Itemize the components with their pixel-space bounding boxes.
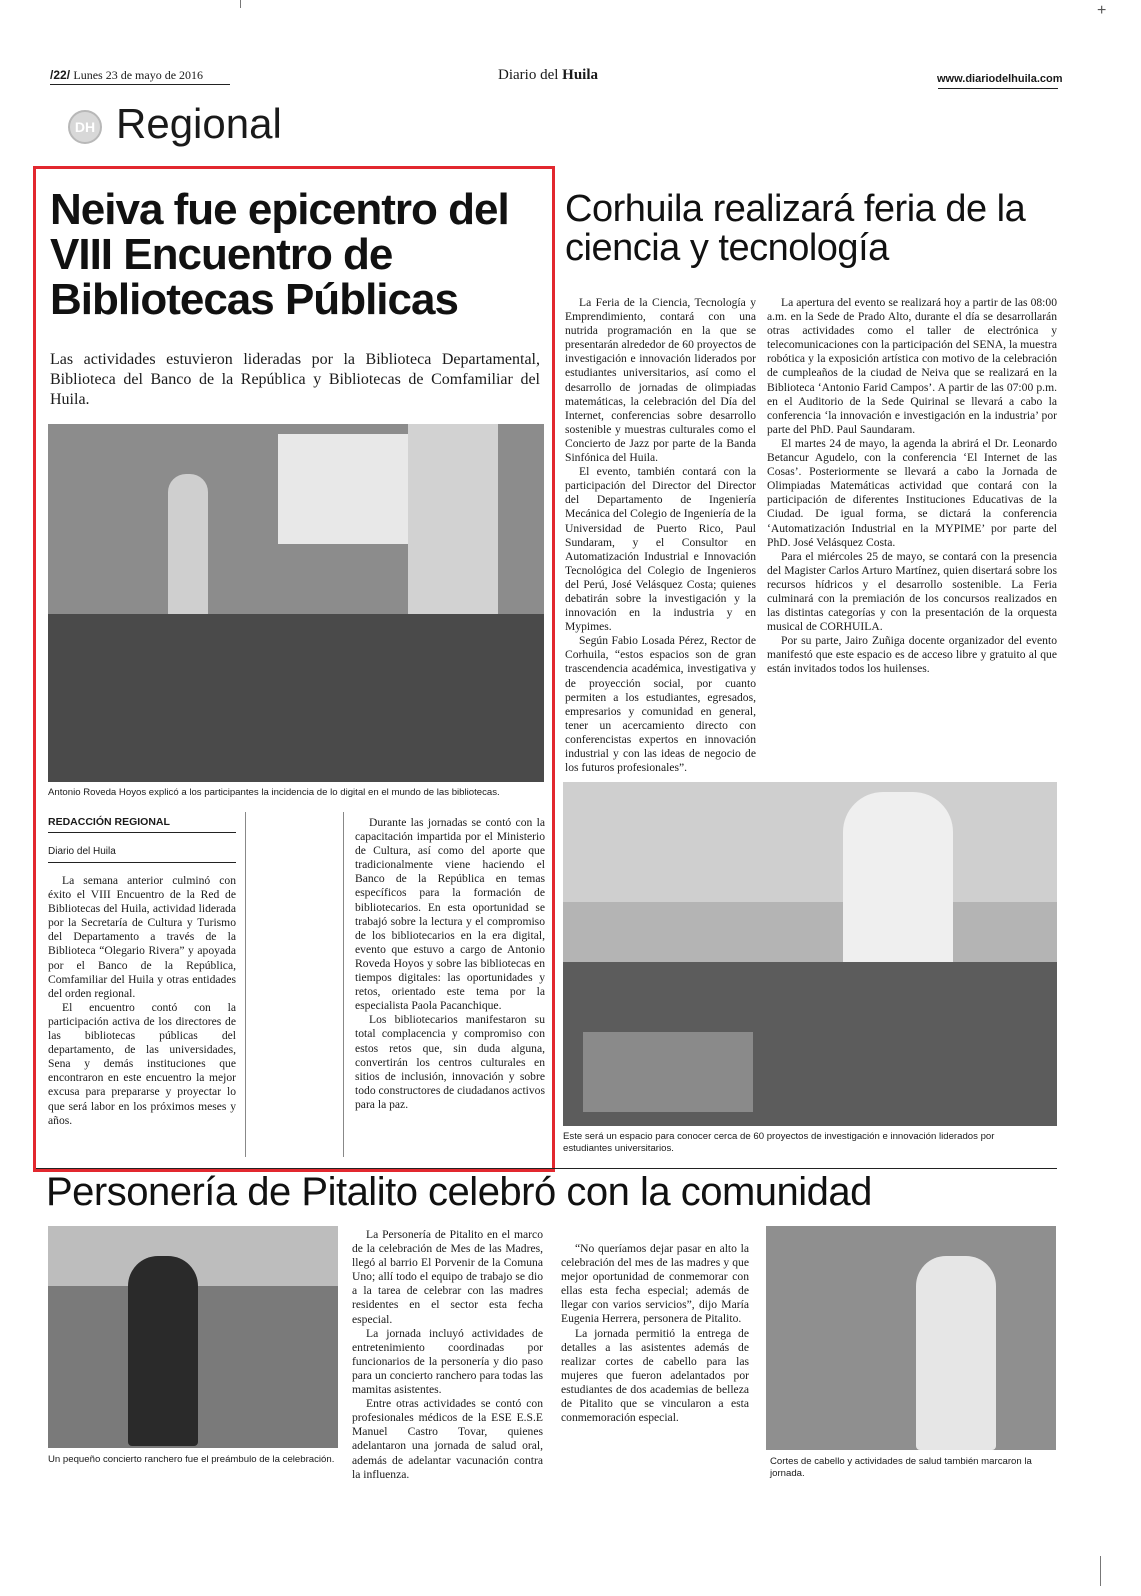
fair-photo xyxy=(563,782,1057,1126)
background-stands xyxy=(563,782,1057,902)
conference-photo xyxy=(48,424,544,782)
article-column: La Personería de Pitalito en el marco de la celebración de Mes de las Madres, llegó al barrio El Porvenir de la Comuna Uno; allí todo el equipo de trabajo se dio a la tarea de celebrar con las madres residentes en el sector esta fecha especial. La jornada incluyó actividades de entretenimiento coordinadas por funcionarios de la personería y dio paso para un concierto ranchero para todas las mamitas asistentes. Entre otras actividades se contó con profesionales médicos de la ESE E.S.E Manuel Castro Tovar, quienes adelantaron una jornada de salud oral, además de adelantar vacunación contra la influenza. xyxy=(352,1228,543,1481)
divider xyxy=(50,84,230,85)
masthead: Diario del Huila xyxy=(498,67,599,83)
article-column: “No queríamos dejar pasar en alto la celebración del mes de las madres y que mejor oportunidad de conmemorar con ellas esta fecha especial; además de llegar con varios servicios”, dijo María Eugenia Herrera, personera de Pitalito. La jornada permitió la entrega de detalles a las asistentes además de realizar cortes de cabello para las mujeres que fueron adelantados por estudiantes de dos academias de belleza de Pitalito que se vincularon a esta conmemoración especial. xyxy=(561,1242,749,1425)
haircut-photo xyxy=(766,1226,1056,1450)
article-headline: Corhuila realizará feria de la ciencia y tecnología xyxy=(565,188,1026,269)
singer xyxy=(128,1256,198,1446)
customer xyxy=(916,1256,996,1450)
crop-mark-icon xyxy=(240,0,241,8)
audience xyxy=(48,614,544,782)
website-url: www.diariodelhuila.com xyxy=(937,73,1063,85)
projection-screen xyxy=(278,434,428,544)
page-number: 22 xyxy=(53,68,67,82)
divider xyxy=(48,862,236,863)
divider xyxy=(938,88,1058,89)
article-column: La semana anterior culminó con éxito el VIII Encuentro de la Red de Bibliotecas del Huila, actividad liderada por la Secretaría de Cultura y Turismo del Departamento a través de la Biblioteca “Olegario Rivera” y apoyada por el Banco de la República, Comfamiliar del Huila y otras entidades del orden regional. El encuentro contó con la participación activa de los directores de las bibliotecas públicas del departamento, de las universidades, Sena y demás instituciones que encontraron en este encuentro la mejor excusa para prepararse y proyectar lo que será labor en los próximos meses y años. xyxy=(48,874,236,1127)
article-column: Durante las jornadas se contó con la capacitación impartida por el Ministerio de Cultura, así como del aporte que tradicionalmente viene haciendo el Banco de la República en temas específicos para la formación de bibliotecarios. En esta oportunidad se trabajó sobre la lectura y el compromiso de los bibliotecarios en la era digital, evento que estuvo a cargo de Antonio Roveda Hoyos y sobre las bibliotecas en tiempos digitales: las oportunidades y retos, orientado este tema por la especialista Paola Pacanchique. Los bibliotecarios manifestaron su total complacencia y compromiso con estos retos que, sin duda alguna, convertirán los centros culturales en sitios de inclusión, innovación y sobre todo constructores de ciudadanos activos para la paz. xyxy=(355,816,545,1111)
divider xyxy=(36,1168,1057,1169)
photo-caption: Un pequeño concierto ranchero fue el preámbulo de la celebración. xyxy=(48,1454,335,1465)
section-title: Regional xyxy=(116,100,282,147)
laptop xyxy=(583,1032,753,1112)
column-divider xyxy=(343,812,344,1157)
byline: REDACCIÓN REGIONAL xyxy=(48,816,170,828)
crop-mark-icon: + xyxy=(1097,2,1107,19)
crop-mark-icon xyxy=(1100,1556,1101,1586)
article-column: La Feria de la Ciencia, Tecnología y Emprendimiento, contará con una nutrida programación en la que se presentarán alrededor de 60 proyectos de investigación e innovación liderados por estudiantes universitarios, así como el desarrollo de jornadas de olimpiadas matemáticas, la celebración del Día del Internet, conferencias sobre desarrollo sostenible y muestras culturales como el Concierto de Jazz por parte de la Banda Sinfónica del Huila. El evento, también contará con la participación del Director del Director del Departamento de Ingeniería Mecánica del Colegio de Ingeniería de la Universidad de Puerto Rico, Paul Sundaram, y el Consultor en Automatización Industrial e Innovación Tecnológica del Colegio de Ingenieros del Perú, José Velásquez Costa; quienes debatirán sobre la investigación y la innovación en la industria y en Mypimes. Según Fabio Losada Pérez, Rector de Corhuila, “estos espacios son de gran trascendencia académica, investigativa y de proyección social, por cuanto permiten a los estudiantes, egresados, empresarios y comunidad en general, tener un acercamiento directo con conferencistas expertos en innovación industrial y con las ideas de negocio de los futuros profesionales”. xyxy=(565,296,756,775)
article-headline: Personería de Pitalito celebró con la comunidad xyxy=(46,1170,872,1214)
article-column: La apertura del evento se realizará hoy a partir de las 08:00 a.m. en la Sede de Prado Alto, durante el día se desarrollarán otras actividades como el taller de electrónica y telecomunicaciones con la participación del SENA, la muestra robótica y la exposición artística con motivo de la celebración de cumpleaños de la ciudad de Neiva que se realizará en la Biblioteca ‘Antonio Farid Campos’. A partir de las 07:00 p.m. en el Auditorio de la Sede Quirinal se llevará a cabo la conferencia ‘la innovación e investigación en la industria’ por parte del PhD. Paul Saundaram. El martes 24 de mayo, la agenda la abrirá el Dr. Leonardo Betancur Agudelo, con la conferencia ‘El Internet de las Cosas’. Posteriormente se llevará a cabo la Jornada de Olimpiadas Matemáticas actividad que contará con la participación de diferentes Instituciones Educativas de la Ciudad. De igual forma, se dictará la conferencia ‘Automatización Industrial en la MYPIME’ por parte del PhD. José Velásquez Costa. Para el miércoles 25 de mayo, se contará con la presencia del Magister Carlos Arturo Martínez, quien disertará sobre los recursos hídricos y el desarrollo sostenible. La Feria culminará con la premiación de los concursos realizados en las distintas categorías y con la presentación de la orquesta musical de CORHUILA. Por su parte, Jairo Zuñiga docente organizador del evento manifestó que este espacio es de acceso libre y gratuito al que están invitados todos los huilenses. xyxy=(767,296,1057,676)
concert-photo xyxy=(48,1226,338,1448)
speaker xyxy=(168,474,208,624)
photo-caption: Cortes de cabello y actividades de salud también marcaron la jornada. xyxy=(770,1456,1032,1479)
issue-date: Lunes 23 de mayo de 2016 xyxy=(73,68,204,82)
article-deck: Las actividades estuvieron lideradas por la Biblioteca Departamental, Biblioteca del Banco de la República y Bibliotecas de Comfamiliar del Huila. xyxy=(50,351,540,408)
divider xyxy=(48,832,236,833)
diario-huila-logo: DH xyxy=(68,110,102,144)
banner xyxy=(408,424,498,624)
page-folio: /22/ Lunes 23 de mayo de 2016 xyxy=(50,68,204,82)
source-label: Diario del Huila xyxy=(48,846,116,857)
article-headline: Neiva fue epicentro del VIII Encuentro de Bibliotecas Públicas xyxy=(50,185,509,324)
photo-caption: Este será un espacio para conocer cerca de 60 proyectos de investigación e innovación liderados por estudiantes universitarios. xyxy=(563,1131,995,1154)
column-divider xyxy=(245,812,246,1157)
photo-caption: Antonio Roveda Hoyos explicó a los participantes la incidencia de lo digital en el mundo de las bibliotecas. xyxy=(48,787,500,798)
